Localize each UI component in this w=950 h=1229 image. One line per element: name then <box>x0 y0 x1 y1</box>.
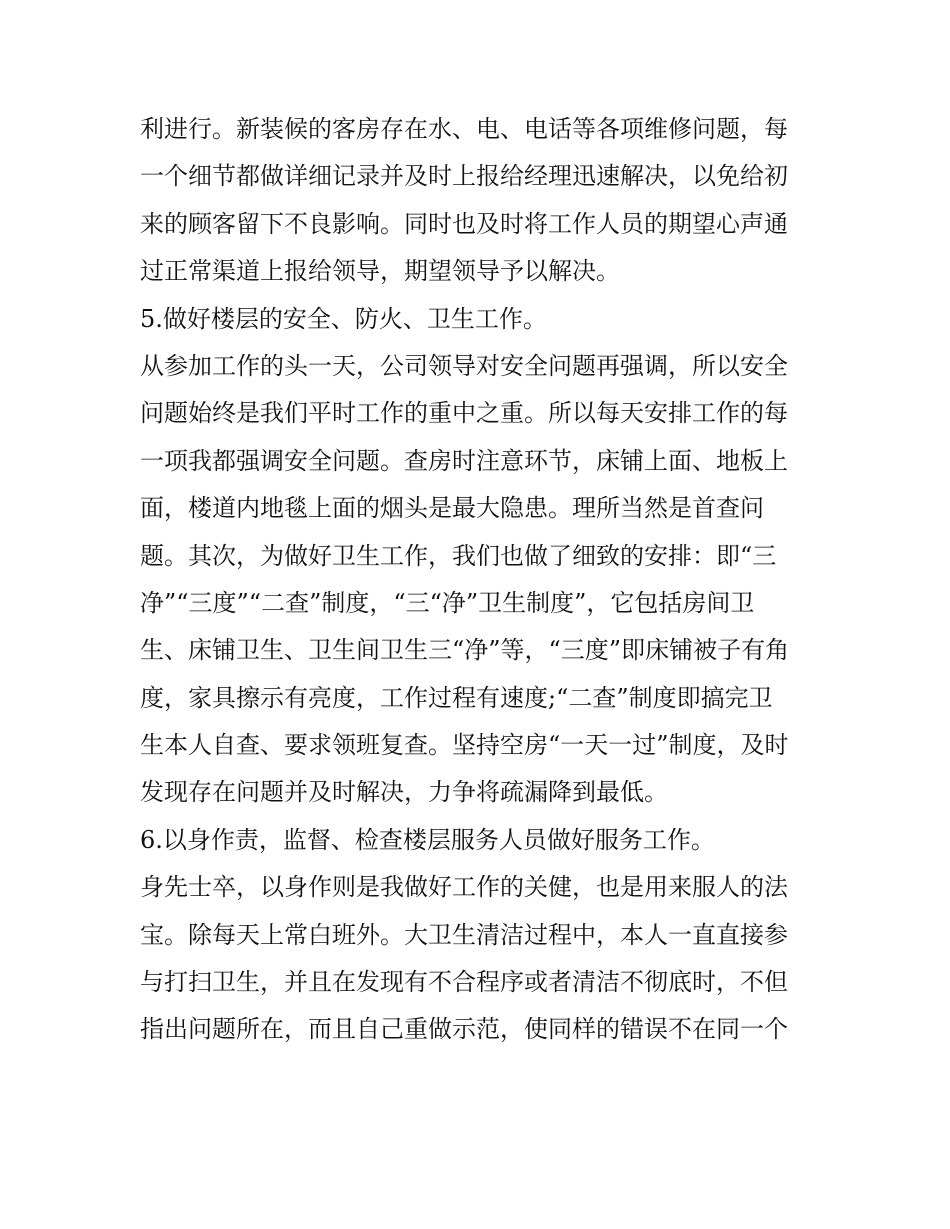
paragraph-line: 面，楼道内地毯上面的烟头是最大隐患。理所当然是首查问 <box>140 494 764 523</box>
paragraph-line: 题。其次，为做好卫生工作，我们也做了细致的安排：即“三 <box>140 541 777 570</box>
paragraph-line: 生本人自查、要求领班复查。坚持空房“一天一过”制度，及时 <box>140 731 789 760</box>
paragraph-line: 从参加工作的头一天，公司领导对安全问题再强调，所以安全 <box>140 351 788 380</box>
paragraph-line: 净”“三度”“二查”制度，“三“净”卫生制度”，它包括房间卫 <box>140 588 755 617</box>
section-heading: 5.做好楼层的安全、防火、卫生工作。 <box>140 304 547 333</box>
paragraph-line: 指出问题所在，而且自己重做示范，使同样的错误不在同一个 <box>140 1015 788 1044</box>
paragraph-line: 度，家具擦示有亮度，工作过程有速度;“二查”制度即搞完卫 <box>140 683 773 712</box>
paragraph-line: 发现存在问题并及时解决，力争将疏漏降到最低。 <box>140 778 668 807</box>
paragraph-line: 利进行。新装候的客房存在水、电、电话等各项维修问题，每 <box>140 115 788 143</box>
paragraph-line: 问题始终是我们平时工作的重中之重。所以每天安排工作的每 <box>140 399 788 428</box>
paragraph-line: 与打扫卫生，并且在发现有不合程序或者清洁不彻底时，不但 <box>140 968 788 997</box>
paragraph-line: 一项我都强调安全问题。查房时注意环节，床铺上面、地板上 <box>140 446 788 475</box>
paragraph-line: 来的顾客留下不良影响。同时也及时将工作人员的期望心声通 <box>140 209 788 238</box>
document-body <box>140 106 830 1054</box>
paragraph-line: 过正常渠道上报给领导，期望领导予以解决。 <box>140 257 620 286</box>
section-heading: 6.以身作责，监督、检查楼层服务人员做好服务工作。 <box>140 825 715 854</box>
paragraph-line: 宝。除每天上常白班外。大卫生清洁过程中，本人一直直接参 <box>140 920 788 949</box>
paragraph-line: 身先士卒，以身作则是我做好工作的关健，也是用来服人的法 <box>140 873 788 902</box>
paragraph-line: 生、床铺卫生、卫生间卫生三“净”等，“三度”即床铺被子有角 <box>140 636 790 665</box>
paragraph-line: 一个细节都做详细记录并及时上报给经理迅速解决，以免给初 <box>140 162 788 191</box>
